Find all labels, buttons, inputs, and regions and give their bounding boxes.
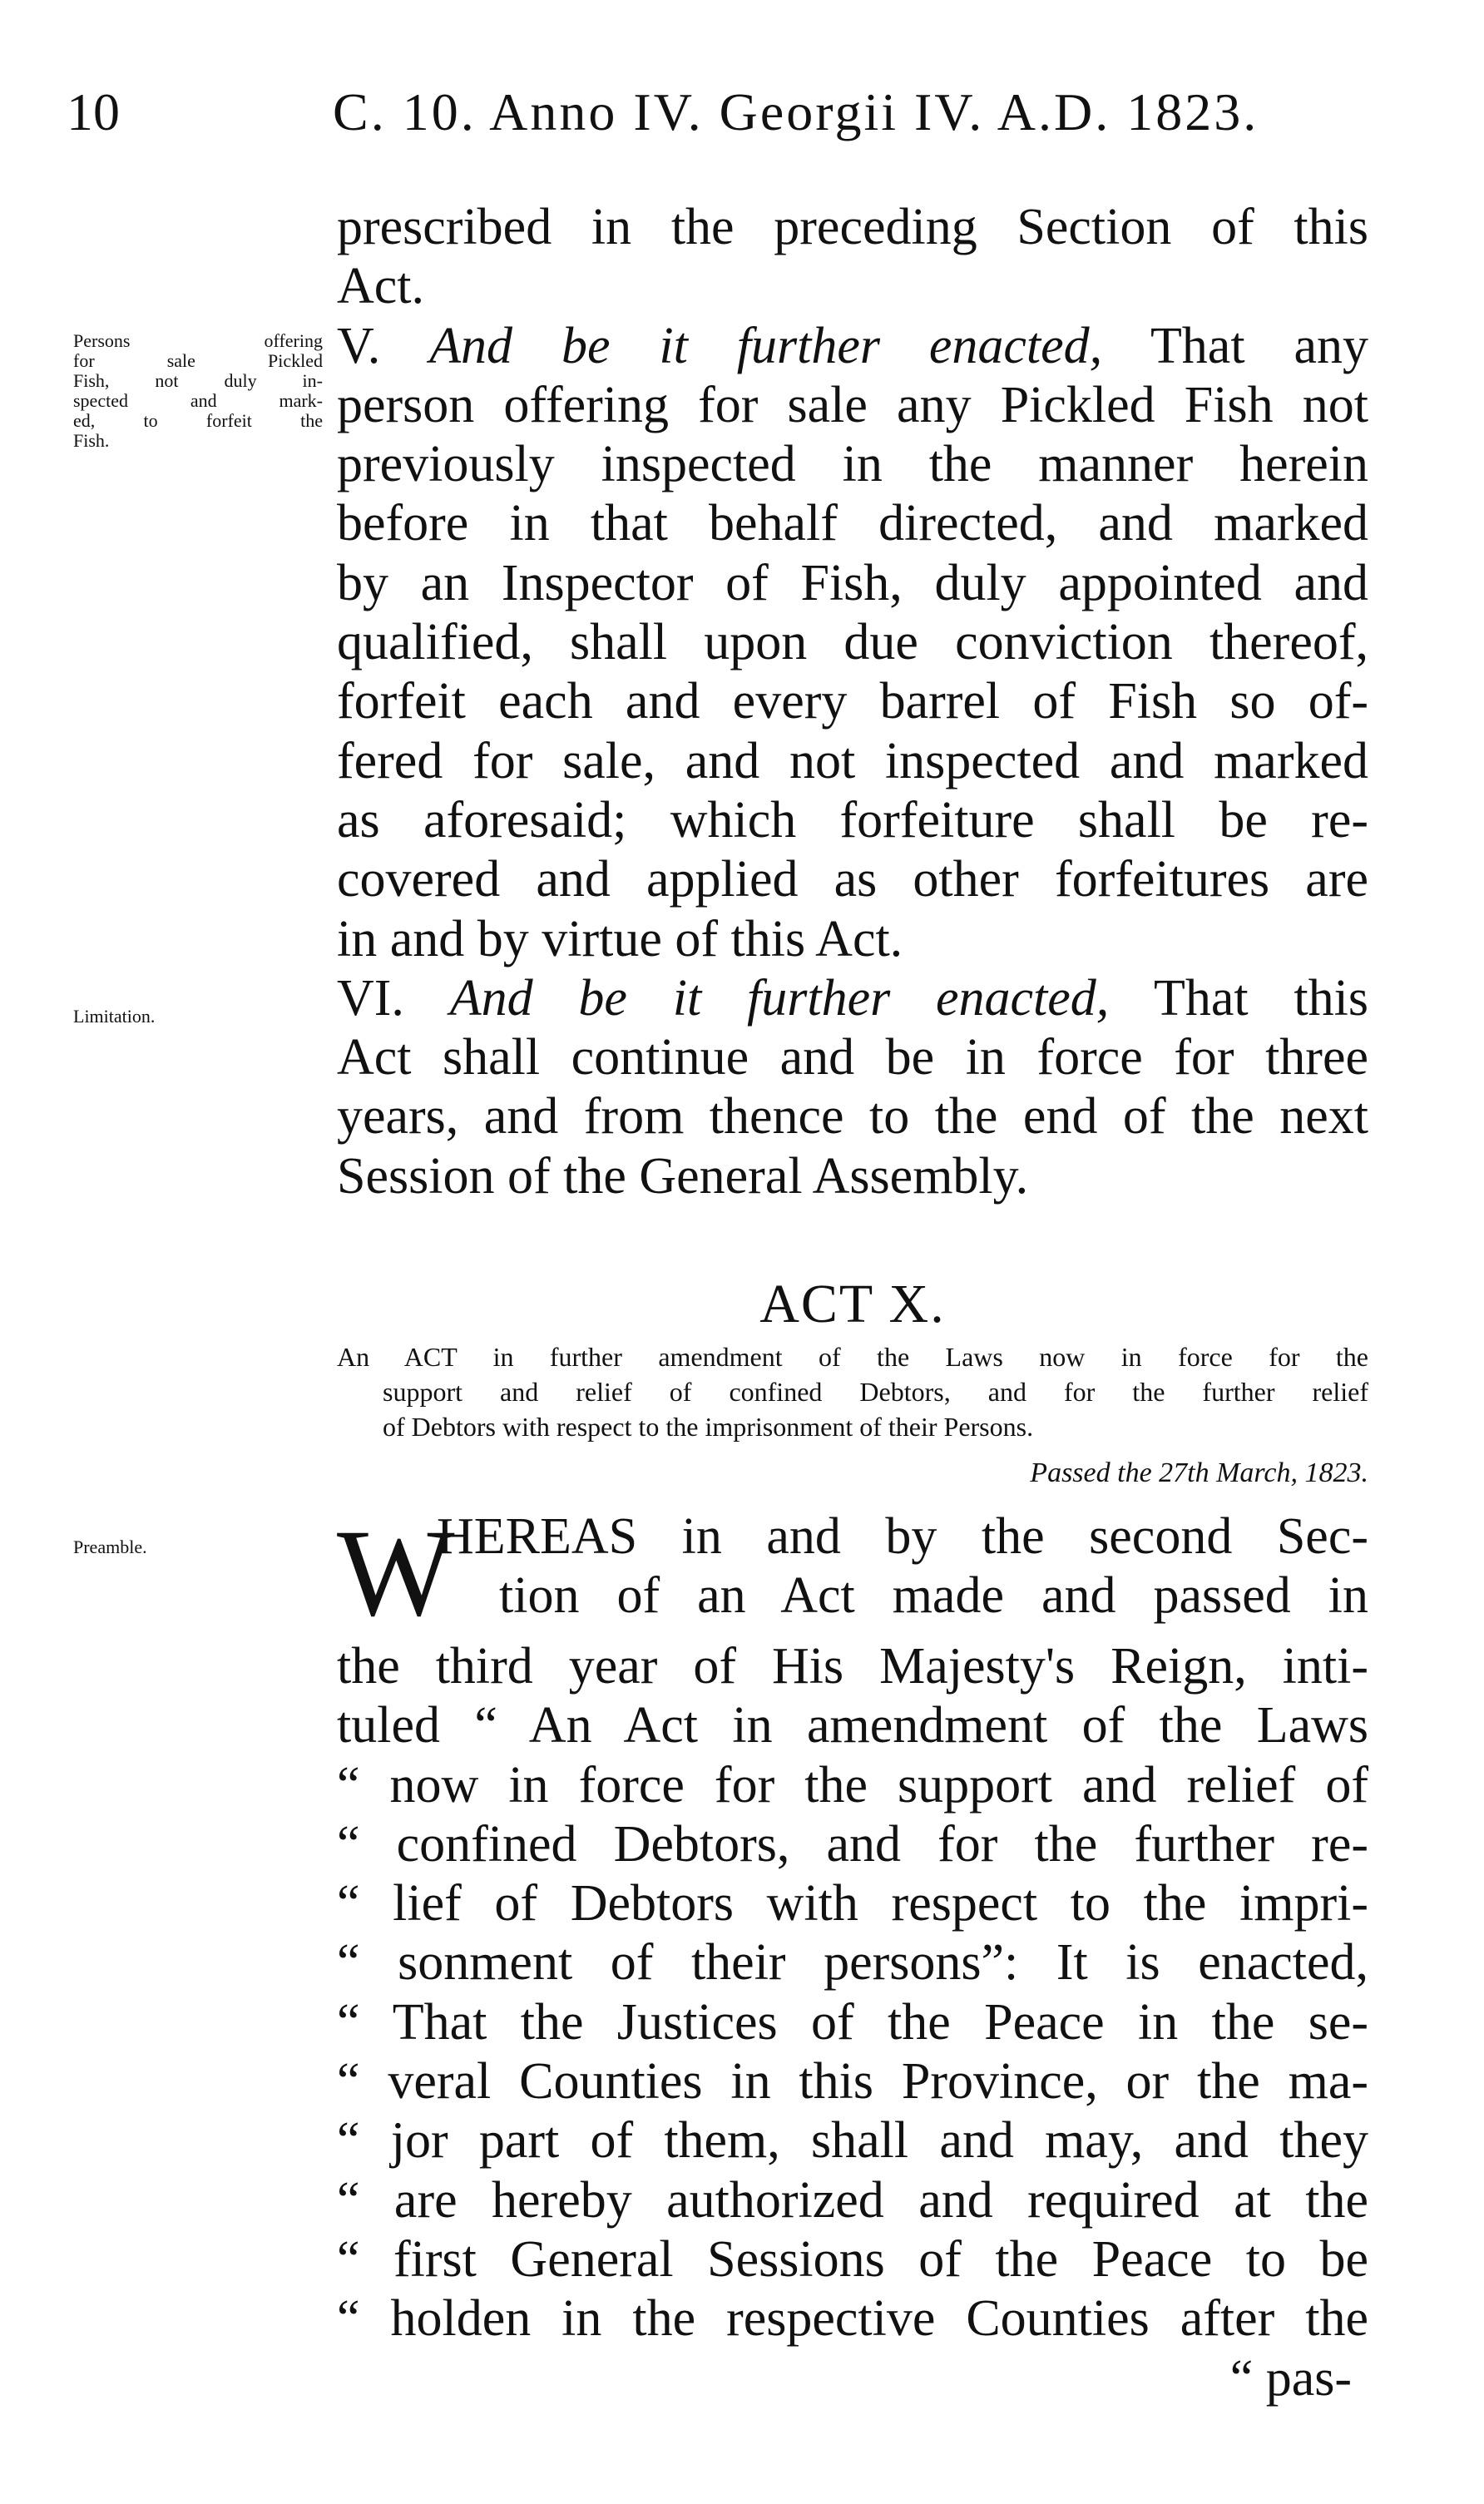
text-line: Act shall continue and be in force for three [337,1029,1368,1086]
text-line: “ veral Counties in this Province, or the ma- [337,2053,1368,2111]
margin-note-line: Fish, not duly in- [73,370,323,391]
preamble-opening-2 [499,1566,1368,1626]
act-description [337,1339,1368,1444]
act-description-line: support and relief of confined Debtors, and for the further relief [383,1377,1368,1407]
text-line: “ are hereby authorized and required at the [337,2171,1368,2229]
text-line: as aforesaid; which forfeiture shall be re- [337,791,1368,849]
text-line: qualified, shall upon due conviction thereof, [337,614,1368,671]
running-head: C. 10. Anno IV. Georgii IV. A.D. 1823. [333,82,1259,141]
text-line: “ That the Justices of the Peace in the se- [337,1993,1368,2051]
act-description-line: An ACT in further amendment of the Laws now in force for the [337,1342,1368,1372]
preamble-opening [437,1507,1368,1566]
drop-cap: W [337,1504,455,1642]
text-line: fered for sale, and not inspected and marked [337,732,1368,789]
section-text [337,198,1368,1206]
enacting-clause: And be it further enacted, [429,317,1103,374]
text-line: Session of the General Assembly. [337,1147,1029,1205]
enacting-clause: And be it further enacted, [449,969,1110,1027]
text-line: prescribed in the preceding Section of this [337,199,1368,255]
text-line: the third year of His Majesty's Reign, inti- [337,1638,1368,1695]
text-line: person offering for sale any Pickled Fish not [337,376,1368,433]
margin-note-line: ed, to forfeit the [73,410,323,431]
margin-note-line: Fish. [73,430,110,451]
text-line: HEREAS in and by the second Sec- [437,1508,1368,1565]
text-line: “ first General Sessions of the Peace to be [337,2230,1368,2288]
text-line: “ holden in the respective Counties after the [337,2290,1368,2348]
page-number: 10 [67,82,120,141]
passed-date: Passed the 27th March, 1823. [1030,1457,1368,1488]
page-header [67,82,1397,148]
catchword: “ pas- [1229,2349,1352,2407]
text-line: before in that behalf directed, and marked [337,495,1368,552]
margin-note-line: Limitation. [73,1006,156,1027]
preamble-text [337,1637,1368,2408]
text-line: Act. [337,258,425,315]
act-description-line: of Debtors with respect to the imprisonment of their Persons. [383,1412,1034,1442]
section-number: VI. [337,969,450,1027]
margin-note-line: spected and mark- [73,390,323,411]
section-v-heading [337,317,1368,376]
margin-note-section-v [73,331,323,451]
section-number: V. [337,317,430,374]
text-line: “ confined Debtors, and for the further re- [337,1815,1368,1873]
margin-note-line: Persons offering [73,330,323,351]
act-title: ACT X. [759,1274,946,1334]
text-line: tuled “ An Act in amendment of the Laws [337,1697,1368,1754]
text-line: tion of an Act made and passed in [499,1567,1368,1624]
text-line: “ sonment of their persons”: It is enacted, [337,1934,1368,1992]
text-line: “ now in force for the support and relief of [337,1756,1368,1814]
text-line: covered and applied as other forfeitures are [337,851,1368,908]
margin-note-line: Preamble. [73,1537,147,1557]
text-line: forfeit each and every barrel of Fish so of- [337,673,1368,730]
text-line: previously inspected in the manner herein [337,436,1368,493]
margin-note-line: for sale Pickled [73,350,323,371]
text-line: years, and from thence to the end of the next [337,1088,1368,1146]
margin-note-section-vi [73,1007,323,1027]
text-fragment: That this [1109,969,1368,1027]
text-fragment: That any [1102,317,1368,374]
margin-note-preamble [73,1537,323,1557]
text-line: in and by virtue of this Act. [337,910,903,967]
text-line: by an Inspector of Fish, duly appointed and [337,554,1368,611]
section-vi-heading [337,969,1368,1028]
text-line: “ lief of Debtors with respect to the impri- [337,1875,1368,1932]
text-line: “ jor part of them, shall and may, and they [337,2112,1368,2170]
